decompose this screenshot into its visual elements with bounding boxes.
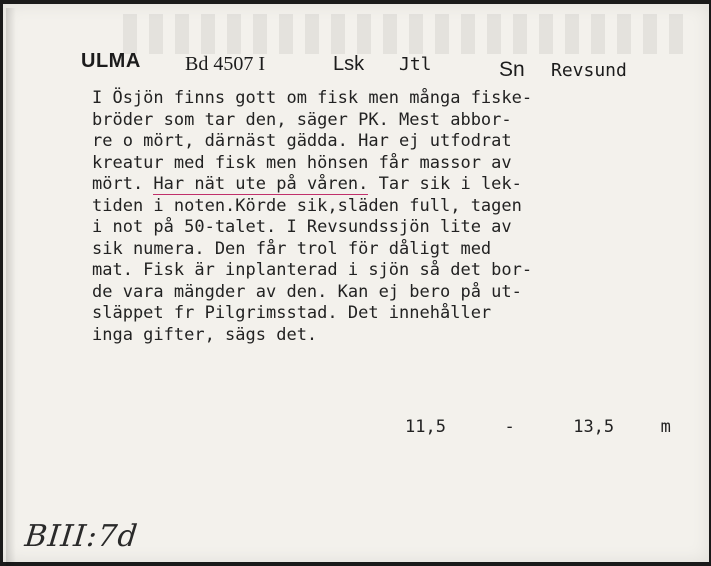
archive-title: ULMA <box>81 50 141 72</box>
text-line: bröder som tar den, säger PK. Mest abbor- <box>92 109 512 130</box>
reference-number: Bd 4507 I <box>185 53 265 75</box>
handwritten-catalog-mark: BIII:7d <box>23 519 140 554</box>
depth-measurement <box>405 417 671 437</box>
measure-to: 13,5 <box>573 417 615 437</box>
parish-label: Sn <box>499 58 525 81</box>
text-line: I Ösjön finns gott om fisk men många fiske- <box>92 88 533 108</box>
measure-from: 11,5 <box>405 417 446 437</box>
text-line: släppet fr Pilgrimsstad. Det innehåller <box>92 303 492 323</box>
text-line: kreatur med fisk men hönsen får massor av <box>92 152 512 173</box>
typed-notes <box>92 88 682 346</box>
parish-name: Revsund <box>551 60 627 81</box>
measure-unit: m <box>660 417 671 437</box>
card-edge-shadow <box>6 8 16 566</box>
text-line-with-underline <box>92 174 682 196</box>
text-segment: Tar sik i lek- <box>368 174 522 194</box>
text-line: re o mört, därnäst gädda. Har ej utfodrat <box>92 131 512 151</box>
archive-card <box>3 4 709 562</box>
text-line: inga gifter, sägs det. <box>92 324 318 345</box>
text-line: i not på 50-talet. I Revsundssjön lite av <box>92 217 512 237</box>
underlined-phrase: Har nät ute på våren. <box>153 174 369 194</box>
text-line: mat. Fisk är inplanterad i sjön så det bor- <box>92 260 533 280</box>
text-segment: mört. <box>92 174 154 194</box>
text-line: sik numera. Den får trol för dåligt med <box>92 238 492 259</box>
region-code: Jtl <box>399 54 432 75</box>
district-code: Lsk <box>333 53 365 75</box>
card-header <box>81 48 681 82</box>
text-line: de vara mängder av den. Kan ej bero på ut- <box>92 281 522 302</box>
text-line: tiden i noten.Körde sik,släden full, tagen <box>92 195 522 216</box>
measure-dash: - <box>504 417 515 437</box>
